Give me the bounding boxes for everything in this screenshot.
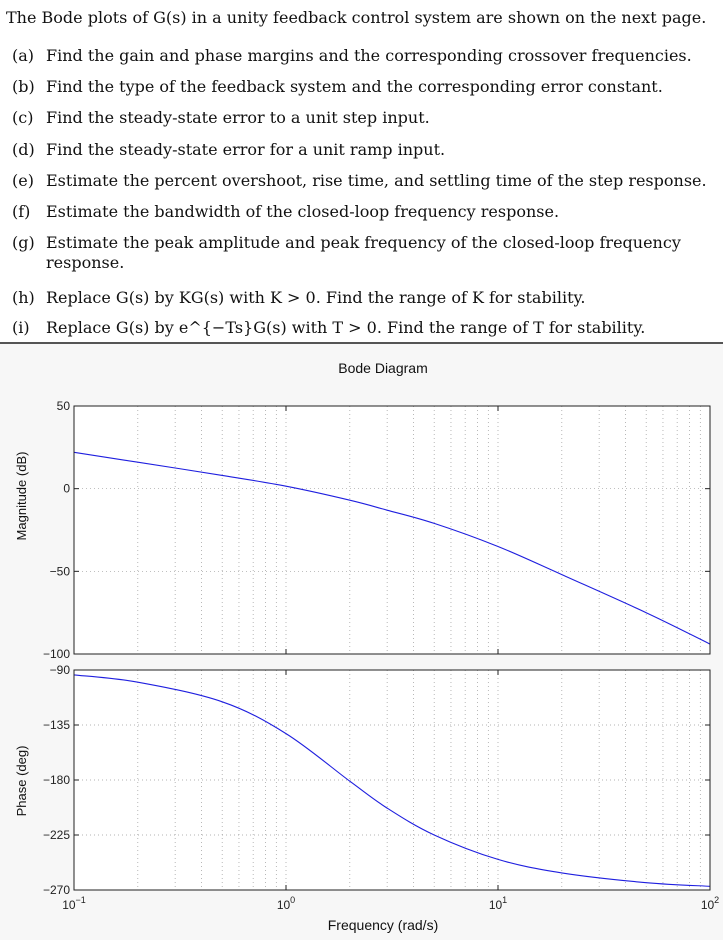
question-item: [12, 108, 430, 128]
question-label: (f): [12, 202, 31, 221]
question-text: Estimate the percent overshoot, rise time, and settling time of the step response.: [46, 171, 707, 190]
bode-figure: [0, 344, 723, 940]
y-tick-label: −135: [42, 718, 70, 732]
question-text: Find the steady-state error to a unit step input.: [46, 108, 430, 127]
question-label: (b): [12, 77, 35, 96]
question-label: (g): [12, 233, 35, 252]
question-label: (i): [12, 318, 30, 337]
y-tick-label: −50: [49, 564, 70, 579]
question-item: [12, 202, 559, 222]
question-item: [12, 140, 445, 160]
y-tick-label: −225: [42, 828, 70, 842]
chart-title: Bode Diagram: [338, 360, 428, 376]
problem-intro: The Bode plots of G(s) in a unity feedback control system are shown on the next page.: [6, 8, 707, 27]
question-label: (c): [12, 108, 34, 127]
y-tick-label: −90: [49, 663, 70, 677]
question-item: [12, 46, 692, 66]
y-tick-label: 50: [56, 399, 70, 413]
magnitude-axis-label: Magnitude (dB): [14, 451, 29, 541]
x-tick-label: $10^0$: [276, 895, 296, 912]
phase-axis-label: Phase (deg): [14, 745, 29, 817]
question-text: Find the type of the feedback system and the corresponding error constant.: [46, 77, 663, 96]
bode-chart: [0, 344, 723, 940]
question-text: Estimate the bandwidth of the closed-loop frequency response.: [46, 202, 560, 221]
x-tick-label: $10^{-1}$: [62, 895, 86, 912]
x-tick-label: $10^2$: [700, 895, 720, 912]
question-label: (e): [12, 171, 34, 190]
x-axis-label: Frequency (rad/s): [327, 917, 439, 933]
question-item: [12, 318, 645, 338]
magnitude-plot-area: [74, 406, 710, 654]
question-label: (d): [12, 140, 35, 159]
question-text: Find the gain and phase margins and the corresponding crossover frequencies.: [46, 46, 692, 65]
question-item: [12, 288, 586, 308]
x-tick-label: $10^1$: [488, 895, 508, 912]
question-text: Estimate the peak amplitude and peak frequency of the closed-loop frequency response.: [46, 233, 681, 272]
question-text: Replace G(s) by e^{−Ts}G(s) with T > 0. Find the range of T for stability.: [46, 318, 646, 337]
question-label: (a): [12, 46, 35, 65]
y-tick-label: 0: [63, 481, 70, 496]
y-tick-label: −100: [42, 647, 70, 661]
question-text: Find the steady-state error for a unit ramp input.: [46, 140, 446, 159]
question-item: [12, 171, 707, 191]
question-label: (h): [12, 288, 35, 307]
question-item: [12, 233, 708, 273]
question-item: [12, 77, 663, 97]
y-tick-label: −180: [42, 773, 70, 787]
question-text: Replace G(s) by KG(s) with K > 0. Find the range of K for stability.: [46, 288, 586, 307]
y-tick-label: −270: [42, 883, 70, 897]
